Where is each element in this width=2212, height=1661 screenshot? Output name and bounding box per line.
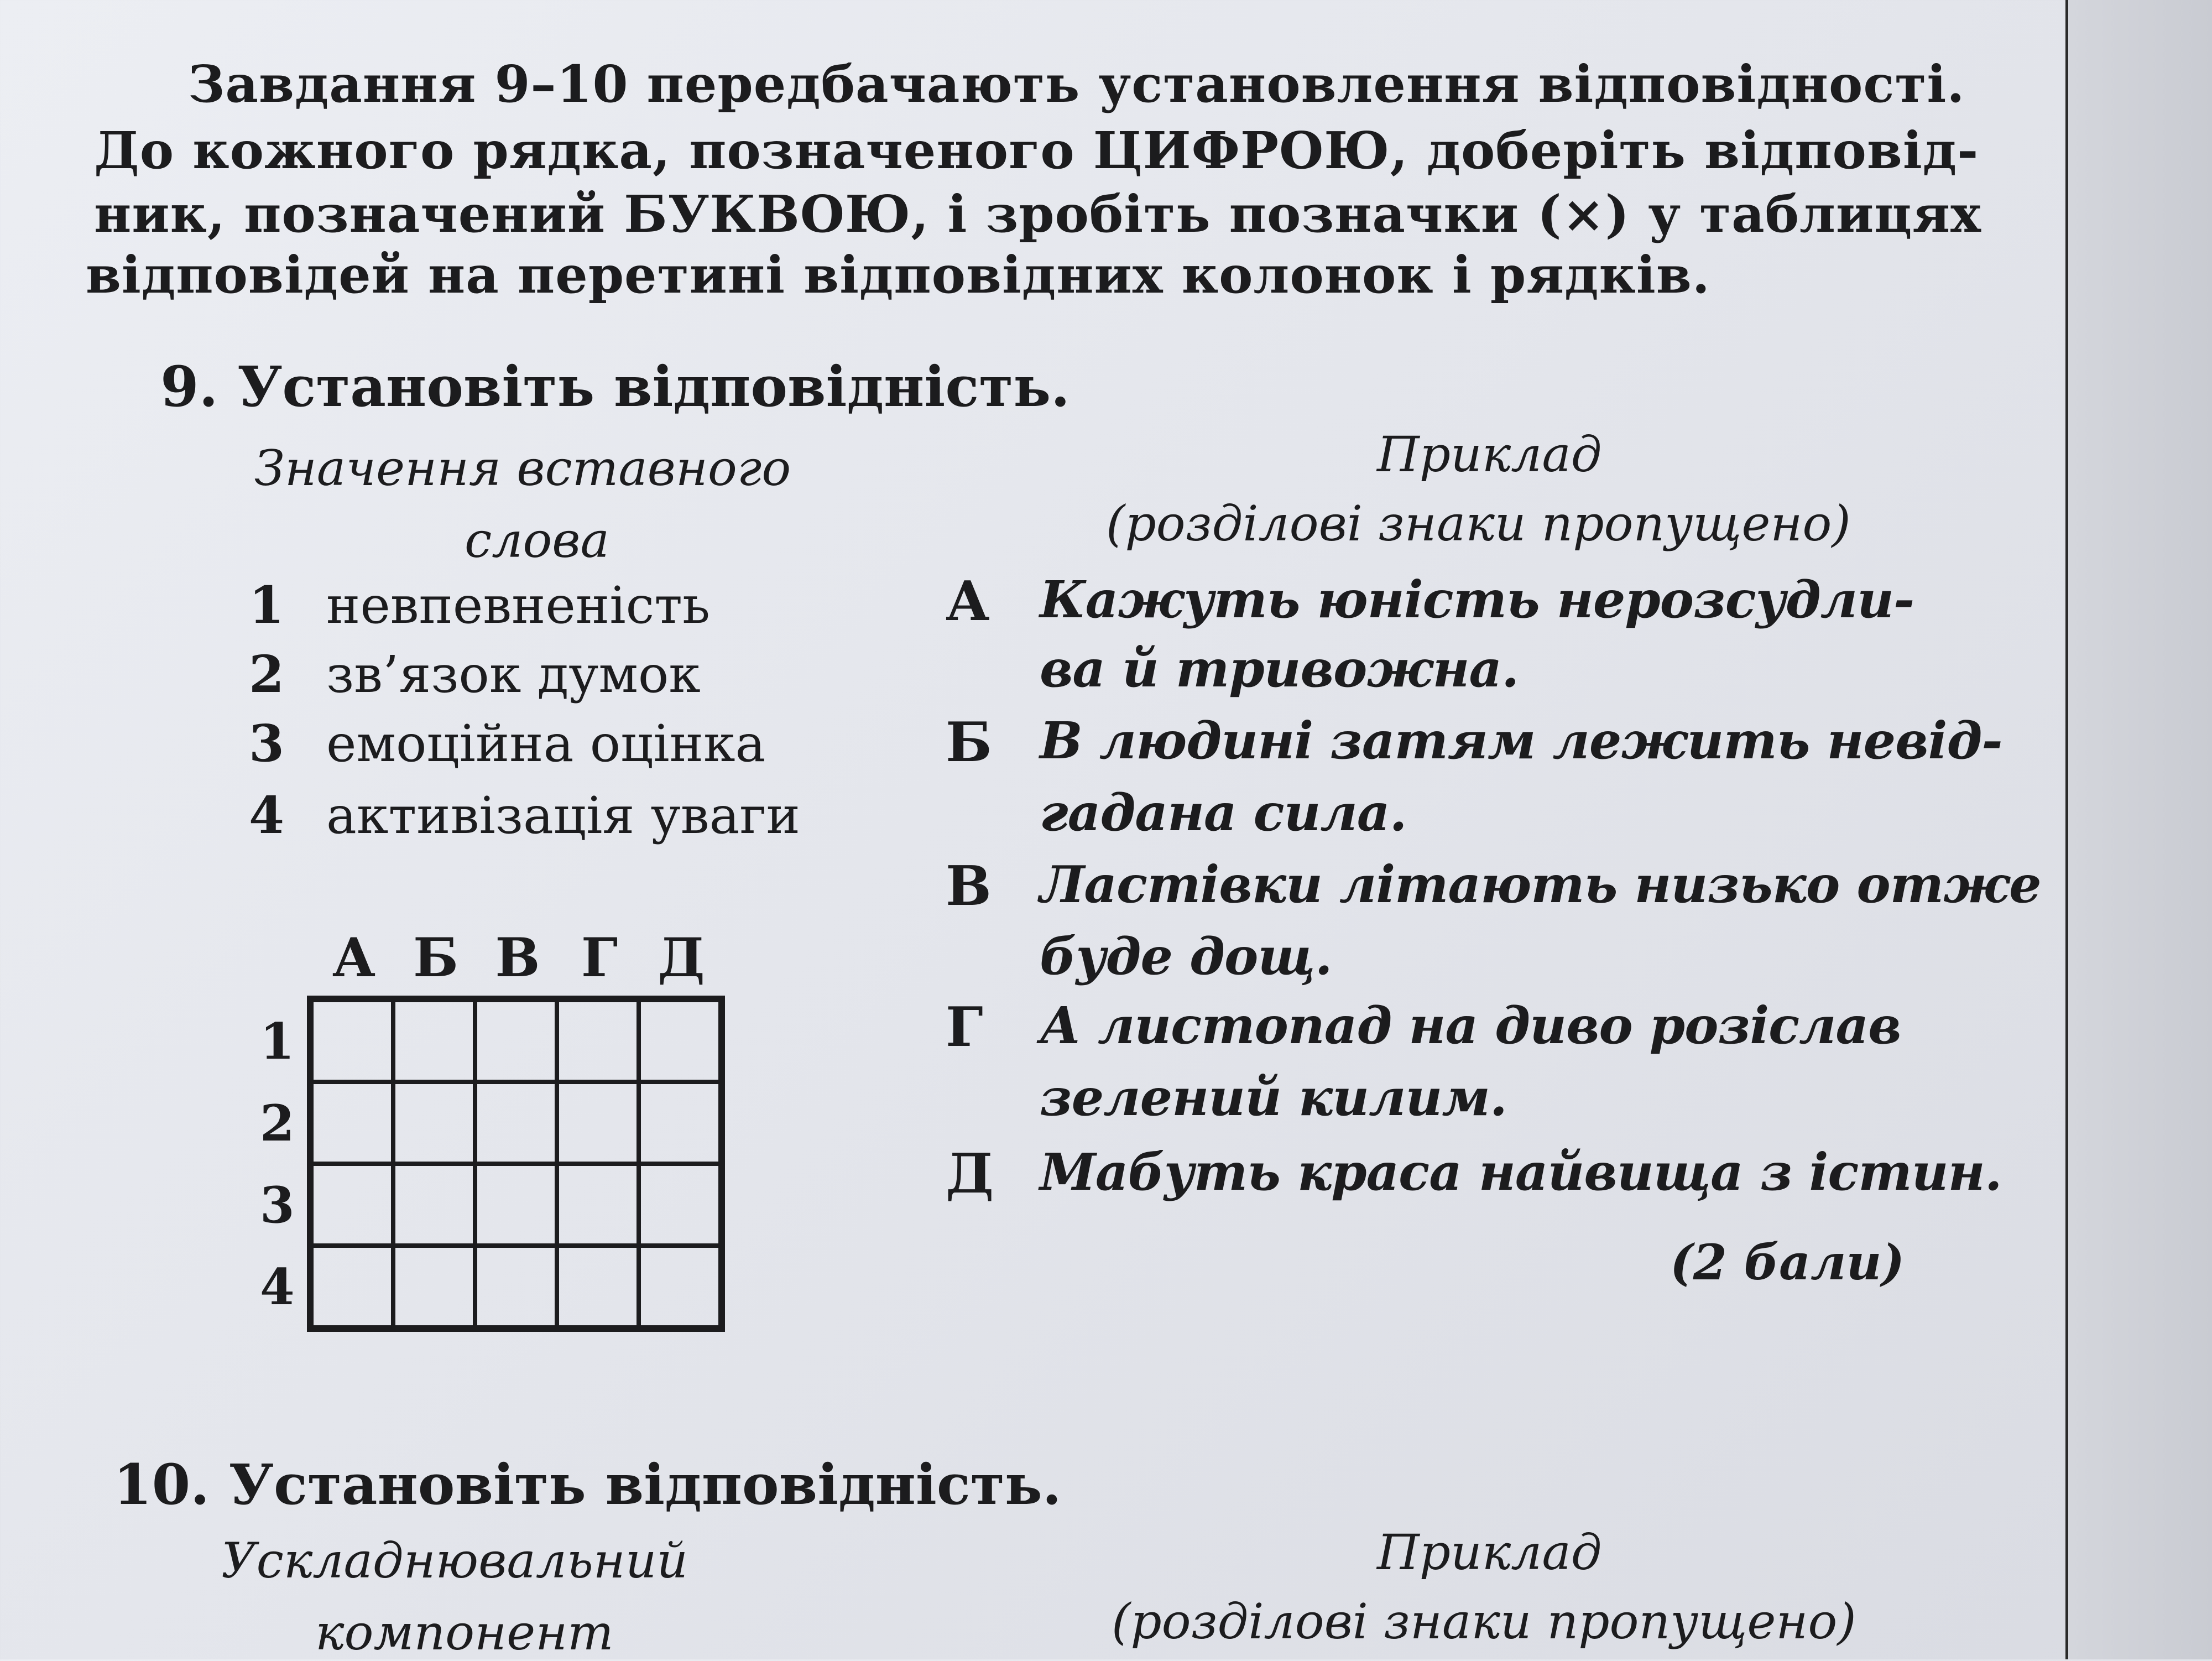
task10-title: 10. Установіть відповідність. (113, 1452, 1062, 1517)
grid-column-header: А (332, 926, 376, 989)
grid-cell-4-d[interactable] (557, 1246, 639, 1327)
grid-row-label: 4 (260, 1258, 295, 1316)
grid-cell-2-a[interactable] (311, 1082, 393, 1164)
meaning-text: активізація уваги (326, 786, 800, 845)
grid-cell-3-a[interactable] (311, 1164, 393, 1246)
meaning-text: емоційна оцінка (326, 714, 766, 773)
example-text-line-2: гадана сила. (1040, 783, 1407, 842)
task9-right-header-1: Приклад (1377, 426, 1602, 483)
grid-column-header: В (495, 926, 540, 989)
grid-cell-2-c[interactable] (475, 1082, 557, 1164)
grid-cell-3-d[interactable] (557, 1164, 639, 1246)
example-text-line-1: Кажуть юність нерозсудли- (1040, 570, 1914, 629)
example-text-line-2: зелений килим. (1040, 1068, 1507, 1127)
example-letter: Б (946, 711, 992, 774)
grid-cell-3-e[interactable] (639, 1164, 721, 1246)
example-letter: А (946, 570, 990, 633)
grid-cell-2-e[interactable] (639, 1082, 721, 1164)
example-text-line-1: В людині затям лежить невід- (1040, 711, 2002, 770)
task10-left-header-1: Ускладнювальний (221, 1532, 688, 1589)
grid-row-label: 1 (260, 1012, 295, 1071)
task10-right-header-2: (розділові знаки пропущено) (1112, 1593, 1856, 1650)
meaning-number: 4 (249, 785, 285, 845)
grid-cell-1-e[interactable] (639, 1000, 721, 1082)
example-letter: В (946, 855, 992, 918)
answer-grid (307, 996, 725, 1332)
meaning-item (249, 785, 800, 845)
grid-cell-4-b[interactable] (393, 1246, 475, 1327)
task9-title: 9. Установіть відповідність. (160, 354, 1070, 419)
page-edge (2065, 0, 2212, 1659)
example-text-line-1: А листопад на диво розіслав (1040, 996, 1901, 1055)
meaning-text: зв’язок думок (326, 645, 701, 704)
grid-cell-3-b[interactable] (393, 1164, 475, 1246)
instruction-line-2: До кожного рядка, позначеного ЦИФРОЮ, доберіть відповід- (94, 121, 1979, 180)
grid-cell-3-c[interactable] (475, 1164, 557, 1246)
task9-left-header-2: слова (465, 512, 609, 569)
grid-column-header: Б (413, 926, 459, 989)
meaning-item (249, 644, 701, 704)
instruction-line-3: ник, позначений БУКВОЮ, і зробіть позначки (×) у таблицях (94, 184, 1982, 244)
grid-row-label: 2 (260, 1094, 295, 1153)
example-letter: Д (946, 1142, 994, 1206)
grid-cell-2-d[interactable] (557, 1082, 639, 1164)
meaning-item (249, 714, 765, 773)
task10-left-header-2: компонент (315, 1604, 614, 1661)
task9-score: (2 бали) (1670, 1233, 1905, 1291)
grid-cell-1-b[interactable] (393, 1000, 475, 1082)
grid-column-header: Д (658, 926, 705, 989)
task10-right-header-1: Приклад (1377, 1524, 1602, 1581)
grid-cell-1-c[interactable] (475, 1000, 557, 1082)
grid-cell-1-a[interactable] (311, 1000, 393, 1082)
grid-column-header: Г (581, 926, 618, 989)
example-text-line-2: буде дощ. (1040, 926, 1332, 986)
task9-left-header-1: Значення вставного (254, 440, 791, 497)
grid-cell-1-d[interactable] (557, 1000, 639, 1082)
task9-right-header-2: (розділові знаки пропущено) (1106, 495, 1851, 552)
grid-cell-4-a[interactable] (311, 1246, 393, 1327)
meaning-number: 2 (249, 644, 285, 704)
example-text-line-2: ва й тривожна. (1040, 639, 1519, 699)
grid-cell-4-c[interactable] (475, 1246, 557, 1327)
grid-cell-2-b[interactable] (393, 1082, 475, 1164)
grid-cell-4-e[interactable] (639, 1246, 721, 1327)
example-letter: Г (946, 996, 983, 1059)
example-text-line-1: Ластівки літають низько отже (1040, 855, 2041, 914)
meaning-number: 1 (249, 575, 285, 635)
example-text-line-1: Мабуть краса найвища з істин. (1040, 1142, 2002, 1202)
meaning-number: 3 (249, 714, 285, 773)
grid-row-label: 3 (260, 1176, 295, 1235)
instruction-line-1: Завдання 9–10 передбачають установлення відповідності. (188, 54, 1965, 114)
meaning-text: невпевненість (326, 576, 711, 635)
meaning-item (249, 575, 710, 635)
instruction-line-4: відповідей на перетині відповідних колонок і рядків. (86, 245, 1710, 305)
